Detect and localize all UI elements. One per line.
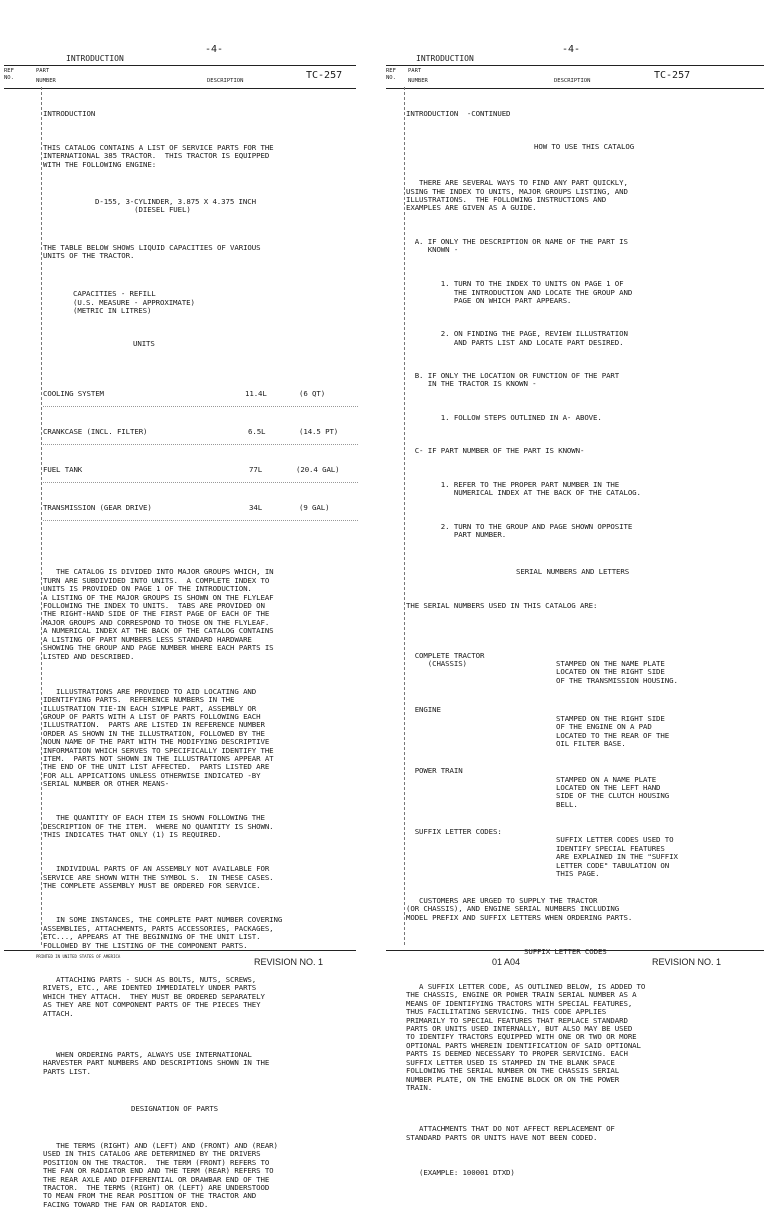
table-row: COOLING SYSTEM 11.4L (6 QT)	[43, 390, 358, 407]
serial-intro: THE SERIAL NUMBERS USED IN THIS CATALOG ARE:	[406, 600, 598, 610]
paragraph: ATTACHMENTS THAT DO NOT AFFECT REPLACEMENT OF STANDARD PARTS OR UNITS HAVE NOT BEEN CODED.	[406, 1124, 615, 1142]
catalog-number: TC-257	[306, 70, 343, 81]
capacity-table	[43, 374, 358, 538]
footer	[4, 950, 356, 967]
section-title: INTRODUCTION	[66, 54, 124, 63]
paragraph: WHEN ORDERING PARTS, ALWAYS USE INTERNATIONAL HARVESTER PART NUMBERS AND DESCRIPTIONS SHOWN IN THE PARTS LIST.	[43, 1049, 270, 1076]
serial-heading: SERIAL NUMBERS AND LETTERS	[516, 567, 630, 577]
example: (EXAMPLE: 100001 DTXD)	[406, 1167, 515, 1177]
right-content	[406, 93, 764, 1194]
section-title: INTRODUCTION	[416, 54, 474, 63]
paragraph: ILLUSTRATIONS ARE PROVIDED TO AID LOCATING AND IDENTIFYING PARTS. REFERENCE NUMBERS IN THE ILLUSTRATION TIE-IN EACH SIMPLE PART, ASSEMBLY OR GROUP OF PARTS WITH A LIST OF PARTS FOLLOWING EACH ILLUSTRATION. PARTS ARE LISTED IN REFERENCE NUMBER ORDER AS SHOWN IN THE ILLUSTRATION, FOLLOWED BY THE NOUN NAME OF THE PART WITH THE MODIFYING DESCRIPTIVE INFORMATION WHICH SERVES TO SPECIFICALLY IDENTIFY THE ITEM. PARTS NOT SHOWN IN THE ILLUSTRATIONS APPEAR AT THE END OF THE UNIT LIST AFFECTED. PARTS LISTED ARE FOR ALL APPICATIONS UNLESS OTHERWISE INDICATED -BY SERIAL NUMBER OR OTHER MEANS-	[43, 686, 274, 789]
capacities-heading: CAPACITIES - REFILL (U.S. MEASURE - APPROXIMATE) (METRIC IN LITRES)	[73, 289, 195, 316]
page-number: -4-	[205, 44, 224, 55]
document-code: 01 A04	[492, 957, 521, 967]
paragraph: INDIVIDUAL PARTS OF AN ASSEMBLY NOT AVAILABLE FOR SERVICE ARE SHOWN WITH THE SYMBOL S. IN THESE CASES. THE COMPLETE ASSEMBLY MUST BE ORDERED FOR SERVICE.	[43, 864, 274, 891]
engine-spec: D-155, 3-CYLINDER, 3.875 X 4.375 INCH (DIESEL FUEL)	[95, 197, 256, 215]
right-page	[386, 0, 772, 1177]
step-a-2: 2. ON FINDING THE PAGE, REVIEW ILLUSTRATION AND PARTS LIST AND LOCATE PART DESIRED.	[440, 329, 628, 347]
paragraph: THE CATALOG IS DIVIDED INTO MAJOR GROUPS WHICH, IN TURN ARE SUBDIVIDED INTO UNITS. A COMPLETE INDEX TO UNITS IS PROVIDED ON PAGE 1 OF THE INTRODUCTION. A LISTING OF THE MAJOR GROUPS IS SHOWN ON THE FLYLEAF FOLLOWING THE INDEX TO UNITS. TABS ARE PROVIDED ON THE RIGHT-HAND SIDE OF THE FIRST PAGE OF EACH OF THE MAJOR GROUPS AND CORRESPOND TO THOSE ON THE FLYLEAF. A NUMERICAL INDEX AT THE BACK OF THE CATALOG CONTAINS A LISTING OF PART NUMBERS LESS STANDARD HARDWARE SHOWING THE GROUP AND PAGE NUMBER WHERE EACH PARTS IS LISTED AND DESCRIBED.	[43, 567, 274, 661]
step-b-1: 1. FOLLOW STEPS OUTLINED IN A- ABOVE.	[406, 412, 602, 422]
paragraph: A SUFFIX LETTER CODE, AS OUTLINED BELOW, IS ADDED TO THE CHASSIS, ENGINE OR POWER TRAIN SERIAL NUMBER AS A MEANS OF IDENTIFYING TRACTORS WITH SPECIAL FEATURES, THUS FACILITATING SERVICING. THIS CODE APPLIES PRIMARILY TO SPECIAL FEATURES THAT REPLACE STANDARD PARTS OR UNITS USED INTERNALLY, BUT ALSO MAY BE USED TO IDENTIFY TRACTORS EQUIPPED WITH ONE OR TWO OR MORE OPTIONAL PARTS WHEREIN IDENTIFICATION OF SAID OPTIONAL PARTS IS DEEMED NECESSARY TO PROPER SERVICING. EACH SUFFIX LETTER USED IS STAMPED IN THE BLANK SPACE FOLLOWING THE SERIAL NUMBER ON THE CHASSIS SERIAL NUMBER PLATE, ON THE ENGINE BLOCK OR ON THE POWER TRAIN.	[406, 982, 646, 1092]
footer	[386, 946, 764, 967]
ref-column-rule	[41, 87, 42, 945]
table-row: FUEL TANK 77L (20.4 GAL)	[43, 466, 358, 483]
paragraph: THE TERMS (RIGHT) AND (LEFT) AND (FRONT) AND (REAR) USED IN THIS CATALOG ARE DETERMINED BY THE DRIVERS POSITION ON THE TRACTOR. THE TERM (FRONT) REFERS TO THE FAN OR RADIATOR END AND THE TERM (REAR) REFERS TO THE REAR AXLE AND DIFFERENTIAL OR DRAWBAR END OF THE TRACTOR. THE TERMS (RIGHT) OR (LEFT) ARE UNDERSTOOD TO MEAN FROM THE REAR POSITION OF THE TRACTOR AND FACING TOWARD THE FAN OR RADIATOR END.	[43, 1141, 278, 1209]
ref-column-rule	[404, 87, 405, 945]
paragraph: THE QUANTITY OF EACH ITEM IS SHOWN FOLLOWING THE DESCRIPTION OF THE ITEM. WHERE NO QUANTITY IS SHOWN. THIS INDICATES THAT ONLY (1) IS REQUIRED.	[43, 813, 274, 840]
paragraph: CUSTOMERS ARE URGED TO SUPPLY THE TRACTOR (OR CHASSIS), AND ENGINE SERIAL NUMBERS INCLUDING MODEL PREFIX AND SUFFIX LETTERS WHEN ORDERING PARTS.	[406, 895, 633, 922]
left-content	[43, 93, 358, 1226]
step-b: B. IF ONLY THE LOCATION OR FUNCTION OF THE PART IN THE TRACTOR IS KNOWN -	[414, 370, 620, 389]
step-a: A. IF ONLY THE DESCRIPTION OR NAME OF THE PART IS KNOWN -	[414, 236, 628, 255]
serial-item: SUFFIX LETTER CODES: SUFFIX LETTER CODES USED TO IDENTIFY SPECIAL FEATURES ARE EXPLAINED IN THE "SUFFIX LETTER CODE" TABULATION ON THIS PAGE.	[406, 826, 678, 878]
intro-title: INTRODUCTION	[43, 108, 96, 118]
serial-item: COMPLETE TRACTOR (CHASSIS) STAMPED ON THE NAME PLATE LOCATED ON THE RIGHT SIDE OF THE TRANSMISSION HOUSING.	[414, 650, 678, 685]
step-c: C- IF PART NUMBER OF THE PART IS KNOWN-	[406, 445, 585, 455]
revision-number: REVISION NO. 1	[254, 957, 324, 967]
table-row: CRANKCASE (INCL. FILTER) 6.5L (14.5 PT)	[43, 428, 358, 445]
left-page	[0, 0, 386, 1209]
printed-note: PRINTED IN UNITED STATES OF AMERICA	[36, 954, 121, 959]
step-c-2: 2. TURN TO THE GROUP AND PAGE SHOWN OPPOSITE PART NUMBER.	[440, 521, 633, 540]
page-number: -4-	[562, 44, 581, 55]
how-heading: HOW TO USE THIS CATALOG	[534, 142, 635, 152]
serial-item: POWER TRAIN STAMPED ON A NAME PLATE LOCATED ON THE LEFT HAND SIDE OF THE CLUTCH HOUSING BELL.	[406, 766, 670, 809]
column-header: REF NO. PART NUMBER DESCRIPTION TC-257	[386, 65, 764, 89]
units-heading: UNITS	[133, 339, 155, 349]
paragraph: IN SOME INSTANCES, THE COMPLETE PART NUMBER COVERING ASSEMBLIES, ATTACHMENTS, PARTS ACCESSORIES, PACKAGES, ETC..., APPEARS AT THE BEGINNING OF THE UNIT LIST. FOLLOWED BY THE LISTING OF THE COMPONENT PARTS.	[43, 915, 283, 950]
catalog-number: TC-257	[654, 70, 691, 81]
step-c-1: 1. REFER TO THE PROPER PART NUMBER IN THE NUMERICAL INDEX AT THE BACK OF THE CATALOG.	[440, 480, 641, 498]
serial-item: ENGINE STAMPED ON THE RIGHT SIDE OF THE ENGINE ON A PAD LOCATED TO THE REAR OF THE OIL FILTER BASE.	[406, 705, 670, 748]
paragraph: THERE ARE SEVERAL WAYS TO FIND ANY PART QUICKLY, USING THE INDEX TO UNITS, MAJOR GROUPS LISTING, AND ILLUSTRATIONS. THE FOLLOWING INSTRUCTIONS AND EXAMPLES ARE GIVEN AS A GUIDE.	[406, 178, 628, 213]
paragraph: THE TABLE BELOW SHOWS LIQUID CAPACITIES OF VARIOUS UNITS OF THE TRACTOR.	[43, 242, 261, 261]
paragraph: THIS CATALOG CONTAINS A LIST OF SERVICE PARTS FOR THE INTERNATIONAL 385 TRACTOR. THIS TRACTOR IS EQUIPPED WITH THE FOLLOWING ENGINE:	[43, 143, 274, 169]
intro-title: INTRODUCTION -CONTINUED	[406, 108, 511, 118]
step-a-1: 1. TURN TO THE INDEX TO UNITS ON PAGE 1 OF THE INTRODUCTION AND LOCATE THE GROUP AND PAGE ON WHICH PART APPEARS.	[440, 279, 633, 306]
suffix-heading: SUFFIX LETTER CODES	[524, 946, 607, 956]
revision-number: REVISION NO. 1	[652, 957, 722, 967]
column-header: REF NO. PART NUMBER DESCRIPTION TC-257	[4, 65, 356, 89]
table-row: TRANSMISSION (GEAR DRIVE) 34L (9 GAL)	[43, 504, 358, 521]
designation-heading: DESIGNATION OF PARTS	[131, 1103, 218, 1113]
paragraph: ATTACHING PARTS - SUCH AS BOLTS, NUTS, SCREWS, RIVETS, ETC., ARE IDENTED IMMEDIATELY UNDER PARTS WHICH THEY ATTACH. THEY MUST BE ORDERED SEPARATELY AS THEY ARE NOT COMPONENT PARTS OF THE PIECES THEY ATTACH.	[43, 974, 265, 1018]
